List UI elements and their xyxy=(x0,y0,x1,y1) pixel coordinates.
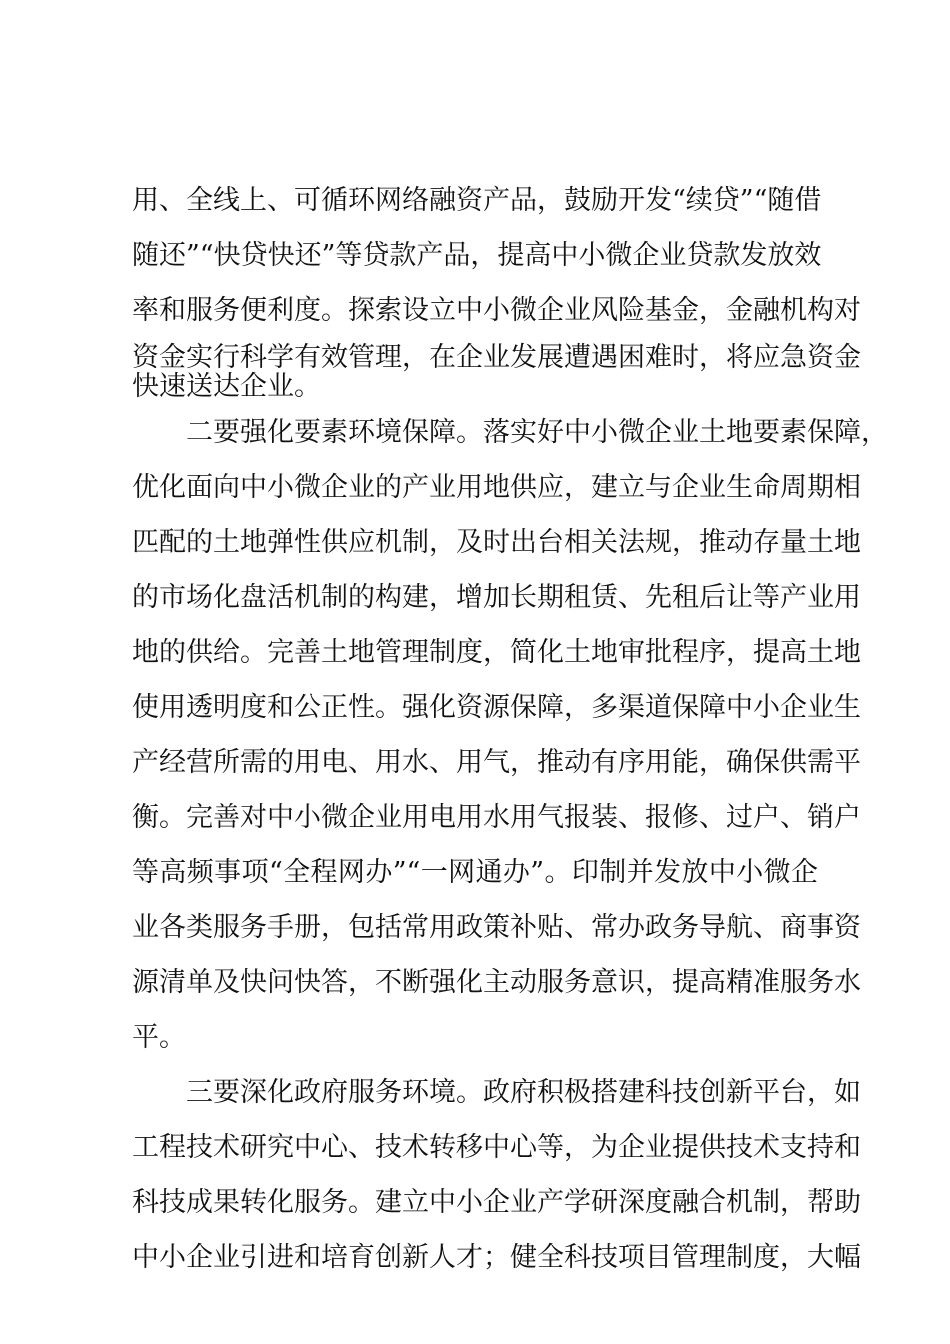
text-line: 产经营所需的用电、用水、用气，推动有序用能，确保供需平 xyxy=(132,747,861,778)
text-line: 快速送达企业。 xyxy=(132,371,321,402)
text-line: 工程技术研究中心、技术转移中心等，为企业提供技术支持和 xyxy=(132,1132,861,1163)
text-line: 源清单及快问快答，不断强化主动服务意识，提高精准服务水 xyxy=(132,967,861,998)
text-line: 的市场化盘活机制的构建，增加长期租赁、先租后让等产业用 xyxy=(132,582,861,613)
text-line: 匹配的土地弹性供应机制，及时出台相关法规，推动存量土地 xyxy=(132,527,861,558)
text-line: 随还”“快贷快还”等贷款产品，提高中小微企业贷款发放效 xyxy=(132,240,822,271)
text-line: 资金实行科学有效管理，在企业发展遭遇困难时，将应急资金 xyxy=(132,342,861,373)
text-line: 平。 xyxy=(132,1022,186,1053)
text-line: 中小企业引进和培育创新人才；健全科技项目管理制度，大幅 xyxy=(132,1242,861,1273)
text-line: 科技成果转化服务。建立中小企业产学研深度融合机制，帮助 xyxy=(132,1187,861,1218)
text-line: 用、全线上、可循环网络融资产品，鼓励开发“续贷”“随借 xyxy=(132,185,822,216)
text-line: 率和服务便利度。探索设立中小微企业风险基金，金融机构对 xyxy=(132,295,861,326)
text-line: 地的供给。完善土地管理制度，简化土地审批程序，提高土地 xyxy=(132,637,861,668)
text-line: 业各类服务手册，包括常用政策补贴、常办政务导航、商事资 xyxy=(132,912,861,943)
text-line: 使用透明度和公正性。强化资源保障，多渠道保障中小企业生 xyxy=(132,692,861,723)
paragraph-first-line: 三要深化政府服务环境。政府积极搭建科技创新平台，如 xyxy=(186,1077,861,1108)
paragraph-first-line: 二要强化要素环境保障。落实好中小微企业土地要素保障， xyxy=(186,417,888,448)
text-line: 优化面向中小微企业的产业用地供应，建立与企业生命周期相 xyxy=(132,472,861,503)
text-line: 等高频事项“全程网办”“一网通办”。印制并发放中小微企 xyxy=(132,857,818,888)
text-line: 衡。完善对中小微企业用电用水用气报装、报修、过户、销户 xyxy=(132,802,861,833)
